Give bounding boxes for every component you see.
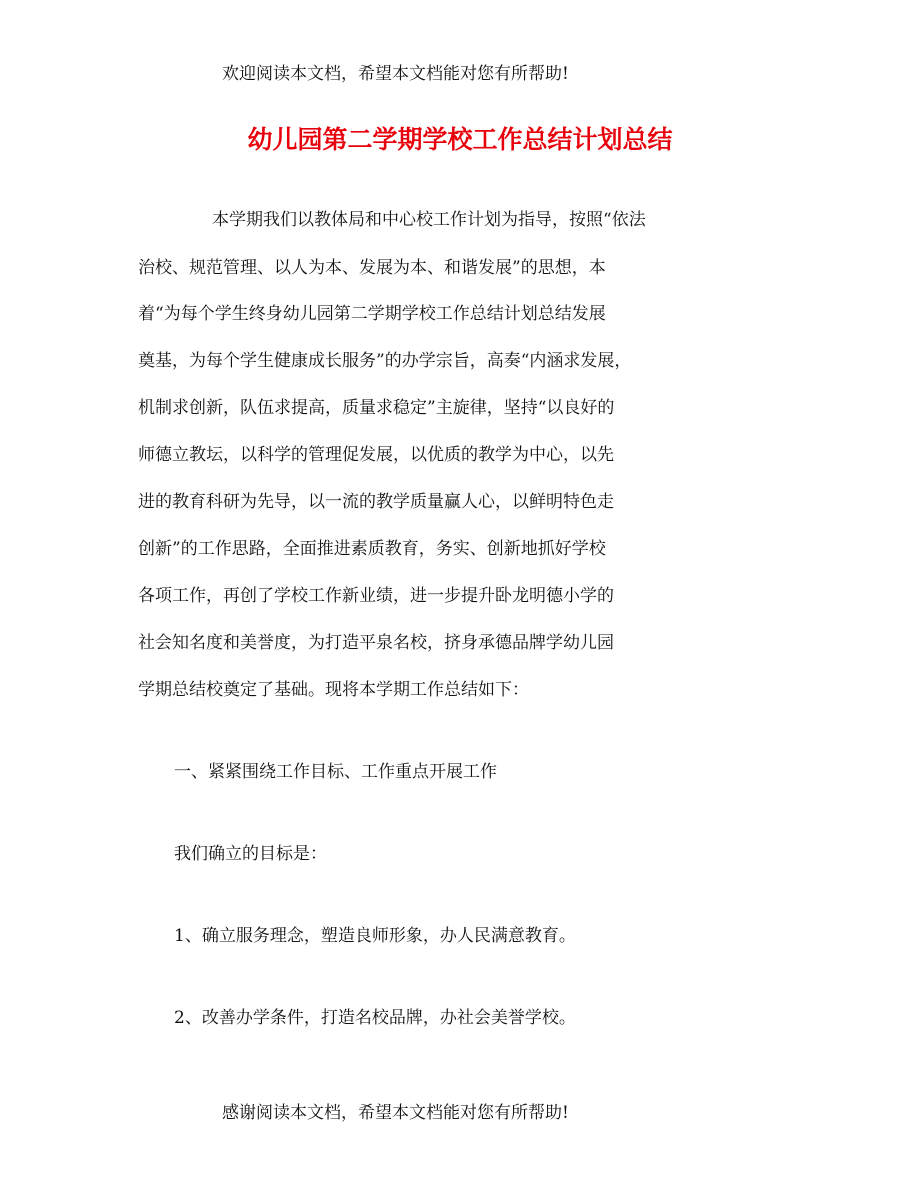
paragraph-line: 进的教育科研为先导，以一流的教学质量赢人心，以鲜明特色走 [138,492,614,512]
goal-item-2: 2、改善办学条件，打造名校品牌，办社会美誉学校。 [174,1008,576,1028]
paragraph-line: 各项工作，再创了学校工作新业绩，进一步提升卧龙明德小学的 [138,586,614,606]
paragraph-line: 学期总结校奠定了基础。现将本学期工作总结如下： [138,680,529,700]
footer-note: 感谢阅读本文档，希望本文档能对您有所帮助! [222,1103,569,1123]
paragraph-line: 本学期我们以教体局和中心校工作计划为指导，按照“依法 [212,210,646,230]
paragraph-line: 奠基，为每个学生健康成长服务”的办学宗旨，高奏“内涵求发展， [138,351,632,371]
paragraph-line: 治校、规范管理、以人为本、发展为本、和谐发展”的思想，本 [138,258,606,278]
paragraph-line: 着“为每个学生终身幼儿园第二学期学校工作总结计划总结发展 [138,304,606,324]
paragraph-line: 机制求创新，队伍求提高，质量求稳定”主旋律，坚持“以良好的 [138,398,615,418]
section-heading: 一、紧紧围绕工作目标、工作重点开展工作 [174,762,497,782]
header-note: 欢迎阅读本文档，希望本文档能对您有所帮助! [222,64,569,84]
paragraph-line: 师德立教坛，以科学的管理促发展，以优质的教学为中心，以先 [138,445,614,465]
document-title: 幼儿园第二学期学校工作总结计划总结 [247,125,673,154]
goals-intro: 我们确立的目标是： [174,844,327,864]
paragraph-line: 创新”的工作思路，全面推进素质教育，务实、创新地抓好学校 [138,539,606,559]
paragraph-line: 社会知名度和美誉度，为打造平泉名校，挤身承德品牌学幼儿园 [138,633,614,653]
goal-item-1: 1、确立服务理念，塑造良师形象，办人民满意教育。 [174,926,576,946]
